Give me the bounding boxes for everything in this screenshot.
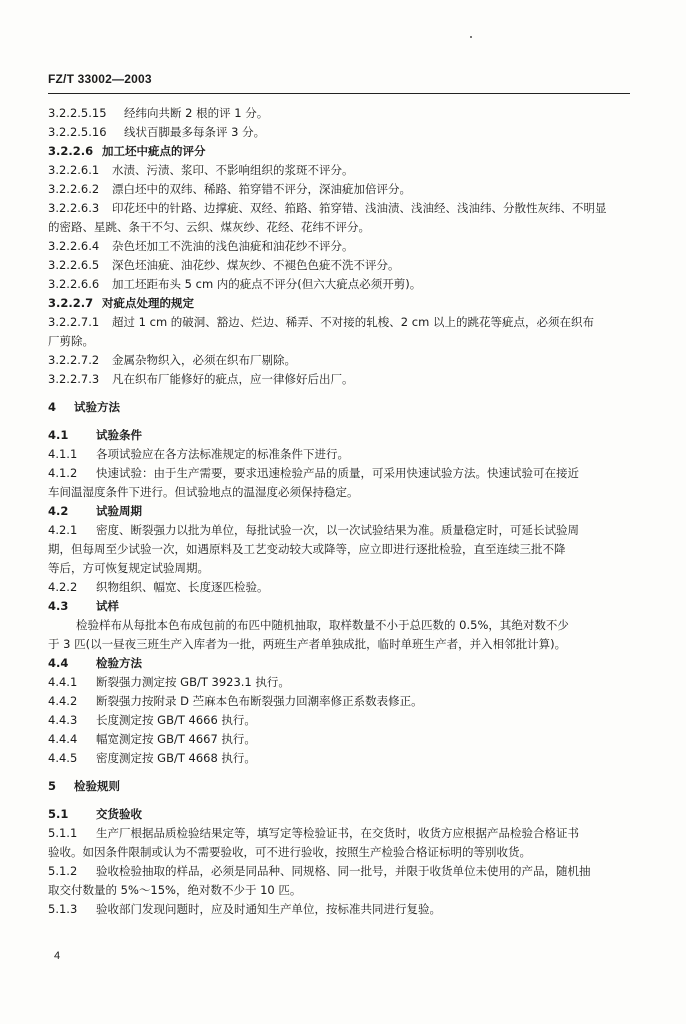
clause-text: 交货验收	[96, 807, 142, 821]
clause-text: 加工坯距布头 5 cm 内的疵点不评分(但六大疵点必须开剪)。	[112, 277, 422, 291]
clause-text: 期，但每周至少试验一次，如遇原料及工艺变动较大或降等，应立即进行逐批检验，直至连续三批不降	[48, 542, 566, 556]
scan-speck	[470, 36, 472, 38]
text-line	[48, 351, 632, 370]
text-line	[48, 900, 632, 919]
clause-text: 金属杂物织入，必须在织布厂剔除。	[112, 353, 296, 367]
text-line	[48, 597, 632, 616]
clause-number: 4.2.1	[48, 523, 78, 537]
clause-text: 经纬向共断 2 根的评 1 分。	[124, 106, 269, 120]
clause-text: 的密路、星跳、条干不匀、云织、煤灰纱、花经、花纬不评分。	[48, 220, 370, 234]
clause-number: 4.4.1	[48, 675, 78, 689]
clause-text: 验收部门发现问题时，应及时通知生产单位，按标准共同进行复验。	[96, 902, 441, 916]
clause-number: 4.2.2	[48, 580, 78, 594]
clause-text: 快速试验：由于生产需要，要求迅速检验产品的质量，可采用快速试验方法。快速试验可在接近	[96, 466, 579, 480]
text-line	[48, 616, 632, 635]
clause-text: 试验方法	[74, 400, 120, 414]
page-number: 4	[54, 950, 61, 962]
clause-text: 等后，方可恢复规定试验周期。	[48, 561, 209, 575]
clause-text: 检验方法	[96, 656, 142, 670]
text-line	[48, 483, 632, 502]
clause-text: 印花坯中的针路、边撑疵、双经、筘路、筘穿错、浅油渍、浅油经、浅油纬、分散性灰纬、不明显	[112, 201, 607, 215]
text-line	[48, 521, 632, 540]
text-line	[48, 711, 632, 730]
clause-number: 4.4.5	[48, 751, 78, 765]
clause-number: 4.4	[48, 656, 69, 670]
text-line	[48, 502, 632, 521]
clause-text: 线状百脚最多每条评 3 分。	[124, 125, 266, 139]
clause-number: 4.2	[48, 504, 69, 518]
clause-number: 4.4.3	[48, 713, 78, 727]
document-body	[48, 104, 632, 919]
clause-number: 4	[48, 400, 57, 414]
text-line	[48, 199, 632, 218]
clause-text: 杂色坯加工不洗油的浅色油疵和油花纱不评分。	[112, 239, 354, 253]
text-line	[48, 654, 632, 673]
section-gap	[48, 796, 632, 805]
text-line	[48, 180, 632, 199]
clause-text: 取交付数量的 5%～15%，绝对数不少于 10 匹。	[48, 883, 302, 897]
clause-number: 3.2.2.7.3	[48, 372, 100, 386]
clause-number: 4.1	[48, 428, 69, 442]
clause-text: 漂白坯中的双纬、稀路、筘穿错不评分，深油疵加倍评分。	[112, 182, 411, 196]
clause-text: 验收检验抽取的样品，必须是同品种、同规格、同一批号，并限于收货单位未使用的产品，随机抽	[96, 864, 591, 878]
clause-number: 5.1.3	[48, 902, 78, 916]
clause-text: 织物组织、幅宽、长度逐匹检验。	[96, 580, 269, 594]
clause-number: 5.1.1	[48, 826, 78, 840]
clause-number: 4.3	[48, 599, 69, 613]
clause-text: 试验周期	[96, 504, 142, 518]
text-line	[48, 142, 632, 161]
section-gap	[48, 417, 632, 426]
clause-text: 密度测定按 GB/T 4668 执行。	[96, 751, 256, 765]
standard-code-header: FZ/T 33002—2003	[48, 72, 152, 86]
clause-number: 3.2.2.6.5	[48, 258, 100, 272]
clause-text: 超过 1 cm 的破洞、豁边、烂边、稀弄、不对接的轧梭、2 cm 以上的跳花等疵点，必须在织布	[112, 315, 594, 329]
clause-number: 4.4.2	[48, 694, 78, 708]
text-line	[48, 123, 632, 142]
text-line	[48, 805, 632, 824]
text-line	[48, 824, 632, 843]
text-line	[48, 256, 632, 275]
clause-number: 4.1.1	[48, 447, 78, 461]
clause-number: 3.2.2.7.2	[48, 353, 100, 367]
clause-number: 3.2.2.7	[48, 296, 94, 310]
clause-text: 幅宽测定按 GB/T 4667 执行。	[96, 732, 256, 746]
clause-text: 生产厂根据品质检验结果定等，填写定等检验证书，在交货时，收货方应根据产品检验合格证书	[96, 826, 579, 840]
text-line	[48, 559, 632, 578]
text-line	[48, 426, 632, 445]
clause-text: 密度、断裂强力以批为单位，每批试验一次，以一次试验结果为准。质量稳定时，可延长试验周	[96, 523, 579, 537]
clause-number: 5.1.2	[48, 864, 78, 878]
clause-text: 车间温湿度条件下进行。但试验地点的温湿度必须保持稳定。	[48, 485, 359, 499]
text-line	[48, 445, 632, 464]
clause-number: 5.1	[48, 807, 69, 821]
text-line	[48, 635, 632, 654]
text-line	[48, 692, 632, 711]
text-line	[48, 730, 632, 749]
clause-number: 5	[48, 779, 57, 793]
clause-text: 水渍、污渍、浆印、不影响组织的浆斑不评分。	[112, 163, 354, 177]
clause-number: 3.2.2.6.6	[48, 277, 100, 291]
clause-number: 4.4.4	[48, 732, 78, 746]
clause-number: 3.2.2.5.16	[48, 125, 107, 139]
clause-number: 3.2.2.7.1	[48, 315, 100, 329]
text-line	[48, 104, 632, 123]
clause-text: 试样	[96, 599, 119, 613]
section-gap	[48, 389, 632, 398]
clause-text: 长度测定按 GB/T 4666 执行。	[96, 713, 256, 727]
clause-text: 断裂强力测定按 GB/T 3923.1 执行。	[96, 675, 290, 689]
header-rule	[48, 93, 630, 94]
text-line	[48, 540, 632, 559]
clause-number: 3.2.2.6.3	[48, 201, 100, 215]
clause-text: 厂剪除。	[48, 334, 94, 348]
clause-text: 检验样布从每批本色布成包前的布匹中随机抽取，取样数量不小于总匹数的 0.5%，其绝对数不少	[76, 618, 569, 632]
text-line	[48, 161, 632, 180]
text-line	[48, 294, 632, 313]
clause-number: 3.2.2.6	[48, 144, 94, 158]
text-line	[48, 749, 632, 768]
clause-text: 凡在织布厂能修好的疵点，应一律修好后出厂。	[112, 372, 354, 386]
text-line	[48, 862, 632, 881]
clause-text: 检验规则	[74, 779, 120, 793]
text-line	[48, 578, 632, 597]
text-line	[48, 218, 632, 237]
clause-text: 断裂强力按附录 D 苎麻本色布断裂强力回潮率修正系数表修正。	[96, 694, 423, 708]
text-line	[48, 237, 632, 256]
text-line	[48, 370, 632, 389]
clause-text: 于 3 匹(以一昼夜三班生产入库者为一批，两班生产者单独成批，临时单班生产者，并入相邻批计算)。	[48, 637, 567, 651]
text-line	[48, 313, 632, 332]
clause-text: 各项试验应在各方法标准规定的标准条件下进行。	[96, 447, 349, 461]
clause-text: 深色坯油疵、油花纱、煤灰纱、不褪色色疵不洗不评分。	[112, 258, 400, 272]
text-line	[48, 843, 632, 862]
clause-number: 3.2.2.6.4	[48, 239, 100, 253]
text-line	[48, 464, 632, 483]
section-gap	[48, 768, 632, 777]
clause-number: 3.2.2.6.2	[48, 182, 100, 196]
clause-number: 3.2.2.5.15	[48, 106, 107, 120]
clause-number: 4.1.2	[48, 466, 78, 480]
clause-text: 加工坯中疵点的评分	[102, 144, 206, 158]
text-line	[48, 332, 632, 351]
clause-text: 验收。如因条件限制或认为不需要验收，可不进行验收，按照生产检验合格证标明的等别收货。	[48, 845, 531, 859]
text-line	[48, 673, 632, 692]
text-line	[48, 275, 632, 294]
text-line	[48, 777, 632, 796]
text-line	[48, 881, 632, 900]
clause-number: 3.2.2.6.1	[48, 163, 100, 177]
clause-text: 对疵点处理的规定	[102, 296, 194, 310]
clause-text: 试验条件	[96, 428, 142, 442]
text-line	[48, 398, 632, 417]
